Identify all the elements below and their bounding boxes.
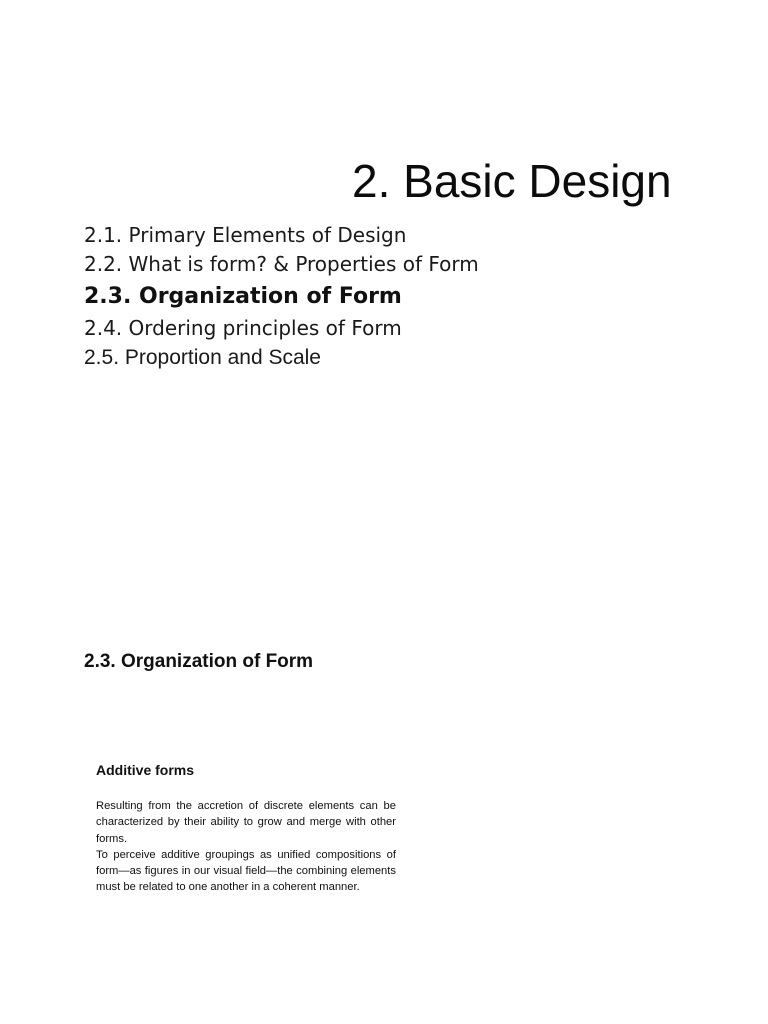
toc-item-form-properties: 2.2. What is form? & Properties of Form [84, 252, 479, 276]
subsection-title: Additive forms [96, 762, 195, 778]
toc-item-proportion-and-scale: 2.5. Proportion and Scale [84, 346, 321, 369]
table-of-contents [84, 221, 479, 372]
additive-forms-block [96, 760, 396, 896]
paragraph: Resulting from the accretion of discrete elements can be characterized by their ability to grow and merge with other forms. [96, 800, 396, 845]
subsection-body [96, 798, 396, 896]
paragraph: To perceive additive groupings as unified compositions of form—as figures in our visual field—the combining elements must be related to one another in a coherent manner. [96, 848, 396, 894]
toc-item-organization-of-form: 2.3. Organization of Form [84, 284, 402, 309]
chapter-title: 2. Basic Design [352, 155, 672, 207]
toc-item-primary-elements: 2.1. Primary Elements of Design [84, 223, 407, 247]
toc-item-ordering-principles: 2.4. Ordering principles of Form [84, 316, 402, 340]
section-heading: 2.3. Organization of Form [84, 651, 314, 672]
